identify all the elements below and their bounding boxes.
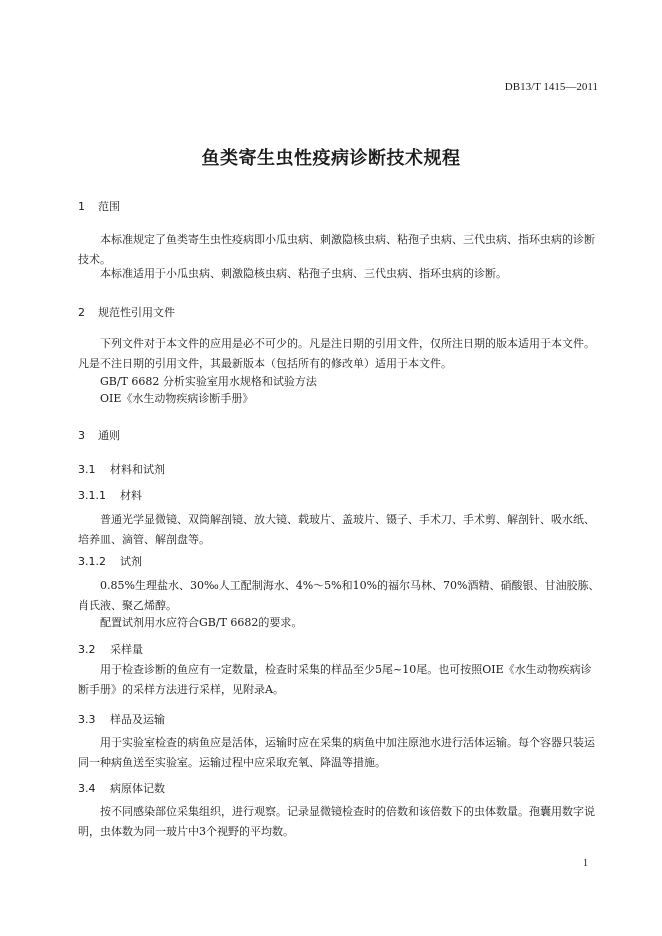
section-title: 病原体记数	[110, 782, 165, 795]
section-number: 3.2	[78, 643, 96, 656]
section-3-1-1-paragraph: 普通光学显微镜、双筒解剖镜、放大镜、载玻片、盖玻片、镊子、手术刀、手术剪、解剖针、吸水纸、培养皿、滴管、解剖盘等。	[78, 513, 595, 546]
section-title: 材料和试剂	[110, 463, 165, 476]
section-3-2-paragraph: 用于检查诊断的鱼应有一定数量，检查时采集的样品至少5尾~10尾。也可按照OIE《水生动物疾病诊断手册》的采样方法进行采样，见附录A。	[78, 663, 592, 696]
section-3-1-2-heading	[78, 553, 142, 569]
document-title: 鱼类寄生虫性疫病诊断技术规程	[201, 148, 461, 169]
normative-reference-2: OIE《水生动物疾病诊断手册》	[100, 392, 254, 405]
section-2-heading	[78, 304, 175, 320]
section-number: 3.1	[78, 463, 96, 476]
section-title: 试剂	[120, 555, 142, 568]
section-title: 范围	[98, 200, 120, 213]
section-title: 样品及运输	[110, 713, 165, 726]
section-3-heading	[78, 427, 120, 443]
section-3-1-2-paragraph-1: 0.85%生理盐水、30‰人工配制海水、4%～5%和10%的福尔马林、70%酒精、硝酸银、甘油胶胨、肖氏液、聚乙烯醇。	[78, 579, 600, 612]
section-3-1-2-paragraph-2: 配置试剂用水应符合GB/T 6682的要求。	[100, 616, 303, 629]
standard-code: DB13/T 1415—2011	[504, 81, 598, 93]
page-number: 1	[583, 858, 588, 869]
section-title: 通则	[98, 429, 120, 442]
section-1-heading	[78, 198, 120, 214]
section-3-3-paragraph: 用于实验室检查的病鱼应是活体，运输时应在采集的病鱼中加注原池水进行活体运输。每个容器只装运同一种病鱼送至实验室。运输过程中应采取充氧、降温等措施。	[78, 736, 595, 769]
section-title: 采样量	[110, 643, 143, 656]
normative-reference-1: GB/T 6682 分析实验室用水规格和试验方法	[100, 375, 317, 388]
section-2-paragraph-1: 下列文件对于本文件的应用是必不可少的。凡是注日期的引用文件，仅所注日期的版本适用于本文件。凡是不注日期的引用文件，其最新版本（包括所有的修改单）适用于本文件。	[78, 337, 595, 370]
section-3-1-1-heading	[78, 487, 142, 503]
section-number: 3.4	[78, 782, 96, 795]
section-3-4-paragraph: 按不同感染部位采集组织，进行观察。记录显微镜检查时的倍数和该倍数下的虫体数量。孢囊用数字说明，虫体数为同一玻片中3个视野的平均数。	[78, 805, 595, 838]
section-3-3-heading	[78, 711, 165, 727]
section-number: 3.1.1	[78, 489, 106, 502]
section-1-paragraph-1: 本标准规定了鱼类寄生虫性疫病即小瓜虫病、刺激隐核虫病、粘孢子虫病、三代虫病、指环虫病的诊断技术。	[78, 233, 595, 266]
section-number: 2	[78, 306, 85, 319]
section-3-2-heading	[78, 641, 143, 657]
section-1-paragraph-2: 本标准适用于小瓜虫病、刺激隐核虫病、粘孢子虫病、三代虫病、指环虫病的诊断。	[100, 267, 507, 280]
section-3-1-heading	[78, 461, 165, 477]
section-3-4-heading	[78, 780, 165, 796]
section-number: 3	[78, 429, 85, 442]
section-number: 3.1.2	[78, 555, 106, 568]
section-title: 规范性引用文件	[98, 306, 175, 319]
section-title: 材料	[120, 489, 142, 502]
section-number: 3.3	[78, 713, 96, 726]
section-number: 1	[78, 200, 85, 213]
